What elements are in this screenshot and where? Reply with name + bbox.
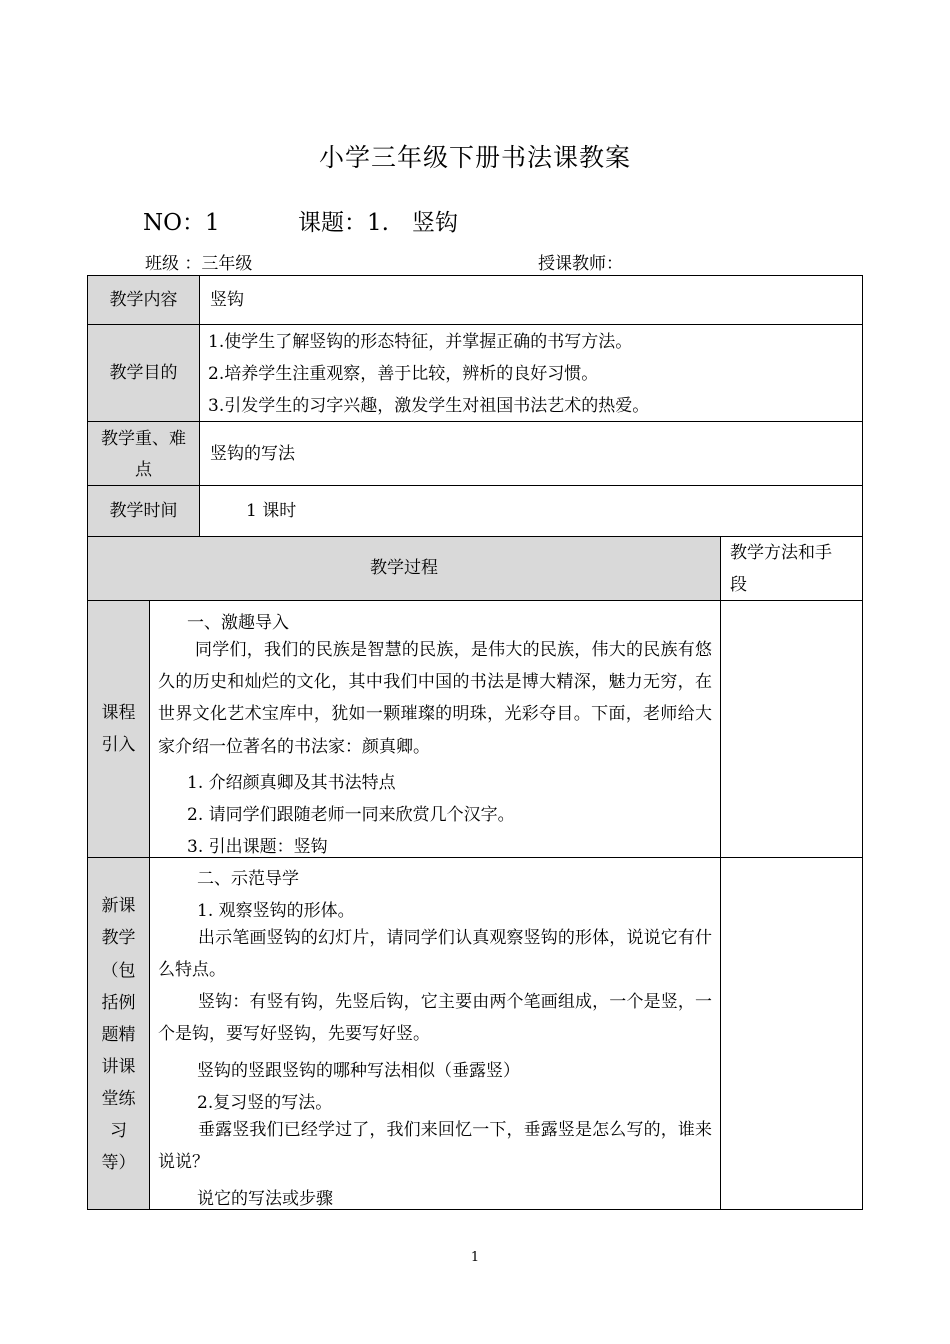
teacher-info: 授课教师： [538, 254, 623, 274]
table-line [149, 600, 150, 1210]
intro-item-3: 3. 引出课题：竖钩 [187, 837, 328, 857]
newlesson-para1: 出示笔画竖钩的幻灯片，请同学们认真观察竖钩的形体，说说它有什么特点。 [158, 928, 712, 981]
intro-label-line1: 课程 [101, 703, 136, 723]
goals-label: 教学目的 [109, 363, 178, 383]
page-number: 1 [470, 1250, 480, 1265]
time-value: 1 课时 [246, 501, 297, 521]
table-line [862, 275, 863, 1210]
intro-item-2: 2. 请同学们跟随老师一同来欣赏几个汉字。 [187, 805, 515, 825]
newlesson-label-8: 习 [110, 1121, 127, 1141]
keypoints-label-line2: 点 [135, 460, 152, 480]
newlesson-label-6: 讲课 [101, 1057, 136, 1077]
table-line [87, 857, 863, 858]
keypoints-label-line1: 教学重、难 [101, 429, 186, 449]
method-header-line2: 段 [730, 575, 747, 595]
intro-paragraph: 同学们，我们的民族是智慧的民族，是伟大的民族，伟大的民族有悠久的历史和灿烂的文化，其中我们中国的书法是博大精深，魅力无穷，在世界文化艺术宝库中，犹如一颗璀璨的明珠，光彩夺目。下面，老师给大家介绍一位著名的书法家：颜真卿。 [158, 640, 712, 757]
table-line [87, 275, 863, 276]
newlesson-label-9: 等） [101, 1153, 136, 1173]
process-header: 教学过程 [370, 558, 438, 578]
newlesson-heading: 二、示范导学 [197, 869, 299, 889]
newlesson-line5: 说它的写法或步骤 [197, 1189, 333, 1209]
intro-label-line2: 引入 [101, 735, 136, 755]
lesson-topic: 课题：1. 竖钩 [298, 210, 458, 236]
newlesson-line3: 竖钩的竖跟竖钩的哪种写法相似（垂露竖） [197, 1061, 520, 1081]
document-title: 小学三年级下册书法课教案 [318, 143, 631, 172]
newlesson-step2: 2.复习竖的写法。 [197, 1093, 333, 1113]
goal-item-1: 1.使学生了解竖钩的形态特征，并掌握正确的书写方法。 [208, 332, 633, 352]
newlesson-label-2: 教学 [101, 928, 136, 948]
class-info: 班级 ：三年级 [145, 254, 253, 274]
newlesson-step1: 1. 观察竖钩的形体。 [197, 901, 355, 921]
method-header-line1: 教学方法和手 [730, 543, 832, 563]
goal-item-2: 2.培养学生注重观察，善于比较，辨析的良好习惯。 [208, 364, 599, 384]
content-label: 教学内容 [109, 290, 178, 310]
newlesson-label-4: 括例 [101, 993, 136, 1013]
table-line [87, 324, 863, 325]
table-line [87, 485, 863, 486]
newlesson-label-1: 新课 [101, 896, 136, 916]
intro-heading: 一、激趣导入 [187, 613, 289, 633]
newlesson-para2: 竖钩：有竖有钩，先竖后钩，它主要由两个笔画组成，一个是竖，一个是钩，要写好竖钩，先要写好竖。 [158, 992, 712, 1045]
table-line [87, 1209, 863, 1210]
newlesson-label-7: 堂练 [101, 1089, 136, 1109]
time-label: 教学时间 [109, 501, 178, 521]
content-value: 竖钩 [210, 290, 244, 310]
lesson-number: NO：1 [143, 210, 220, 236]
newlesson-para4: 垂露竖我们已经学过了，我们来回忆一下，垂露竖是怎么写的，谁来说说？ [158, 1120, 712, 1173]
table-line [199, 275, 200, 537]
keypoints-value: 竖钩的写法 [210, 444, 295, 464]
table-line [720, 536, 721, 1210]
goal-item-3: 3.引发学生的习字兴趣，激发学生对祖国书法艺术的热爱。 [208, 396, 650, 416]
newlesson-label-5: 题精 [101, 1025, 136, 1045]
intro-item-1: 1. 介绍颜真卿及其书法特点 [187, 773, 396, 793]
newlesson-label-3: （包 [101, 961, 136, 981]
